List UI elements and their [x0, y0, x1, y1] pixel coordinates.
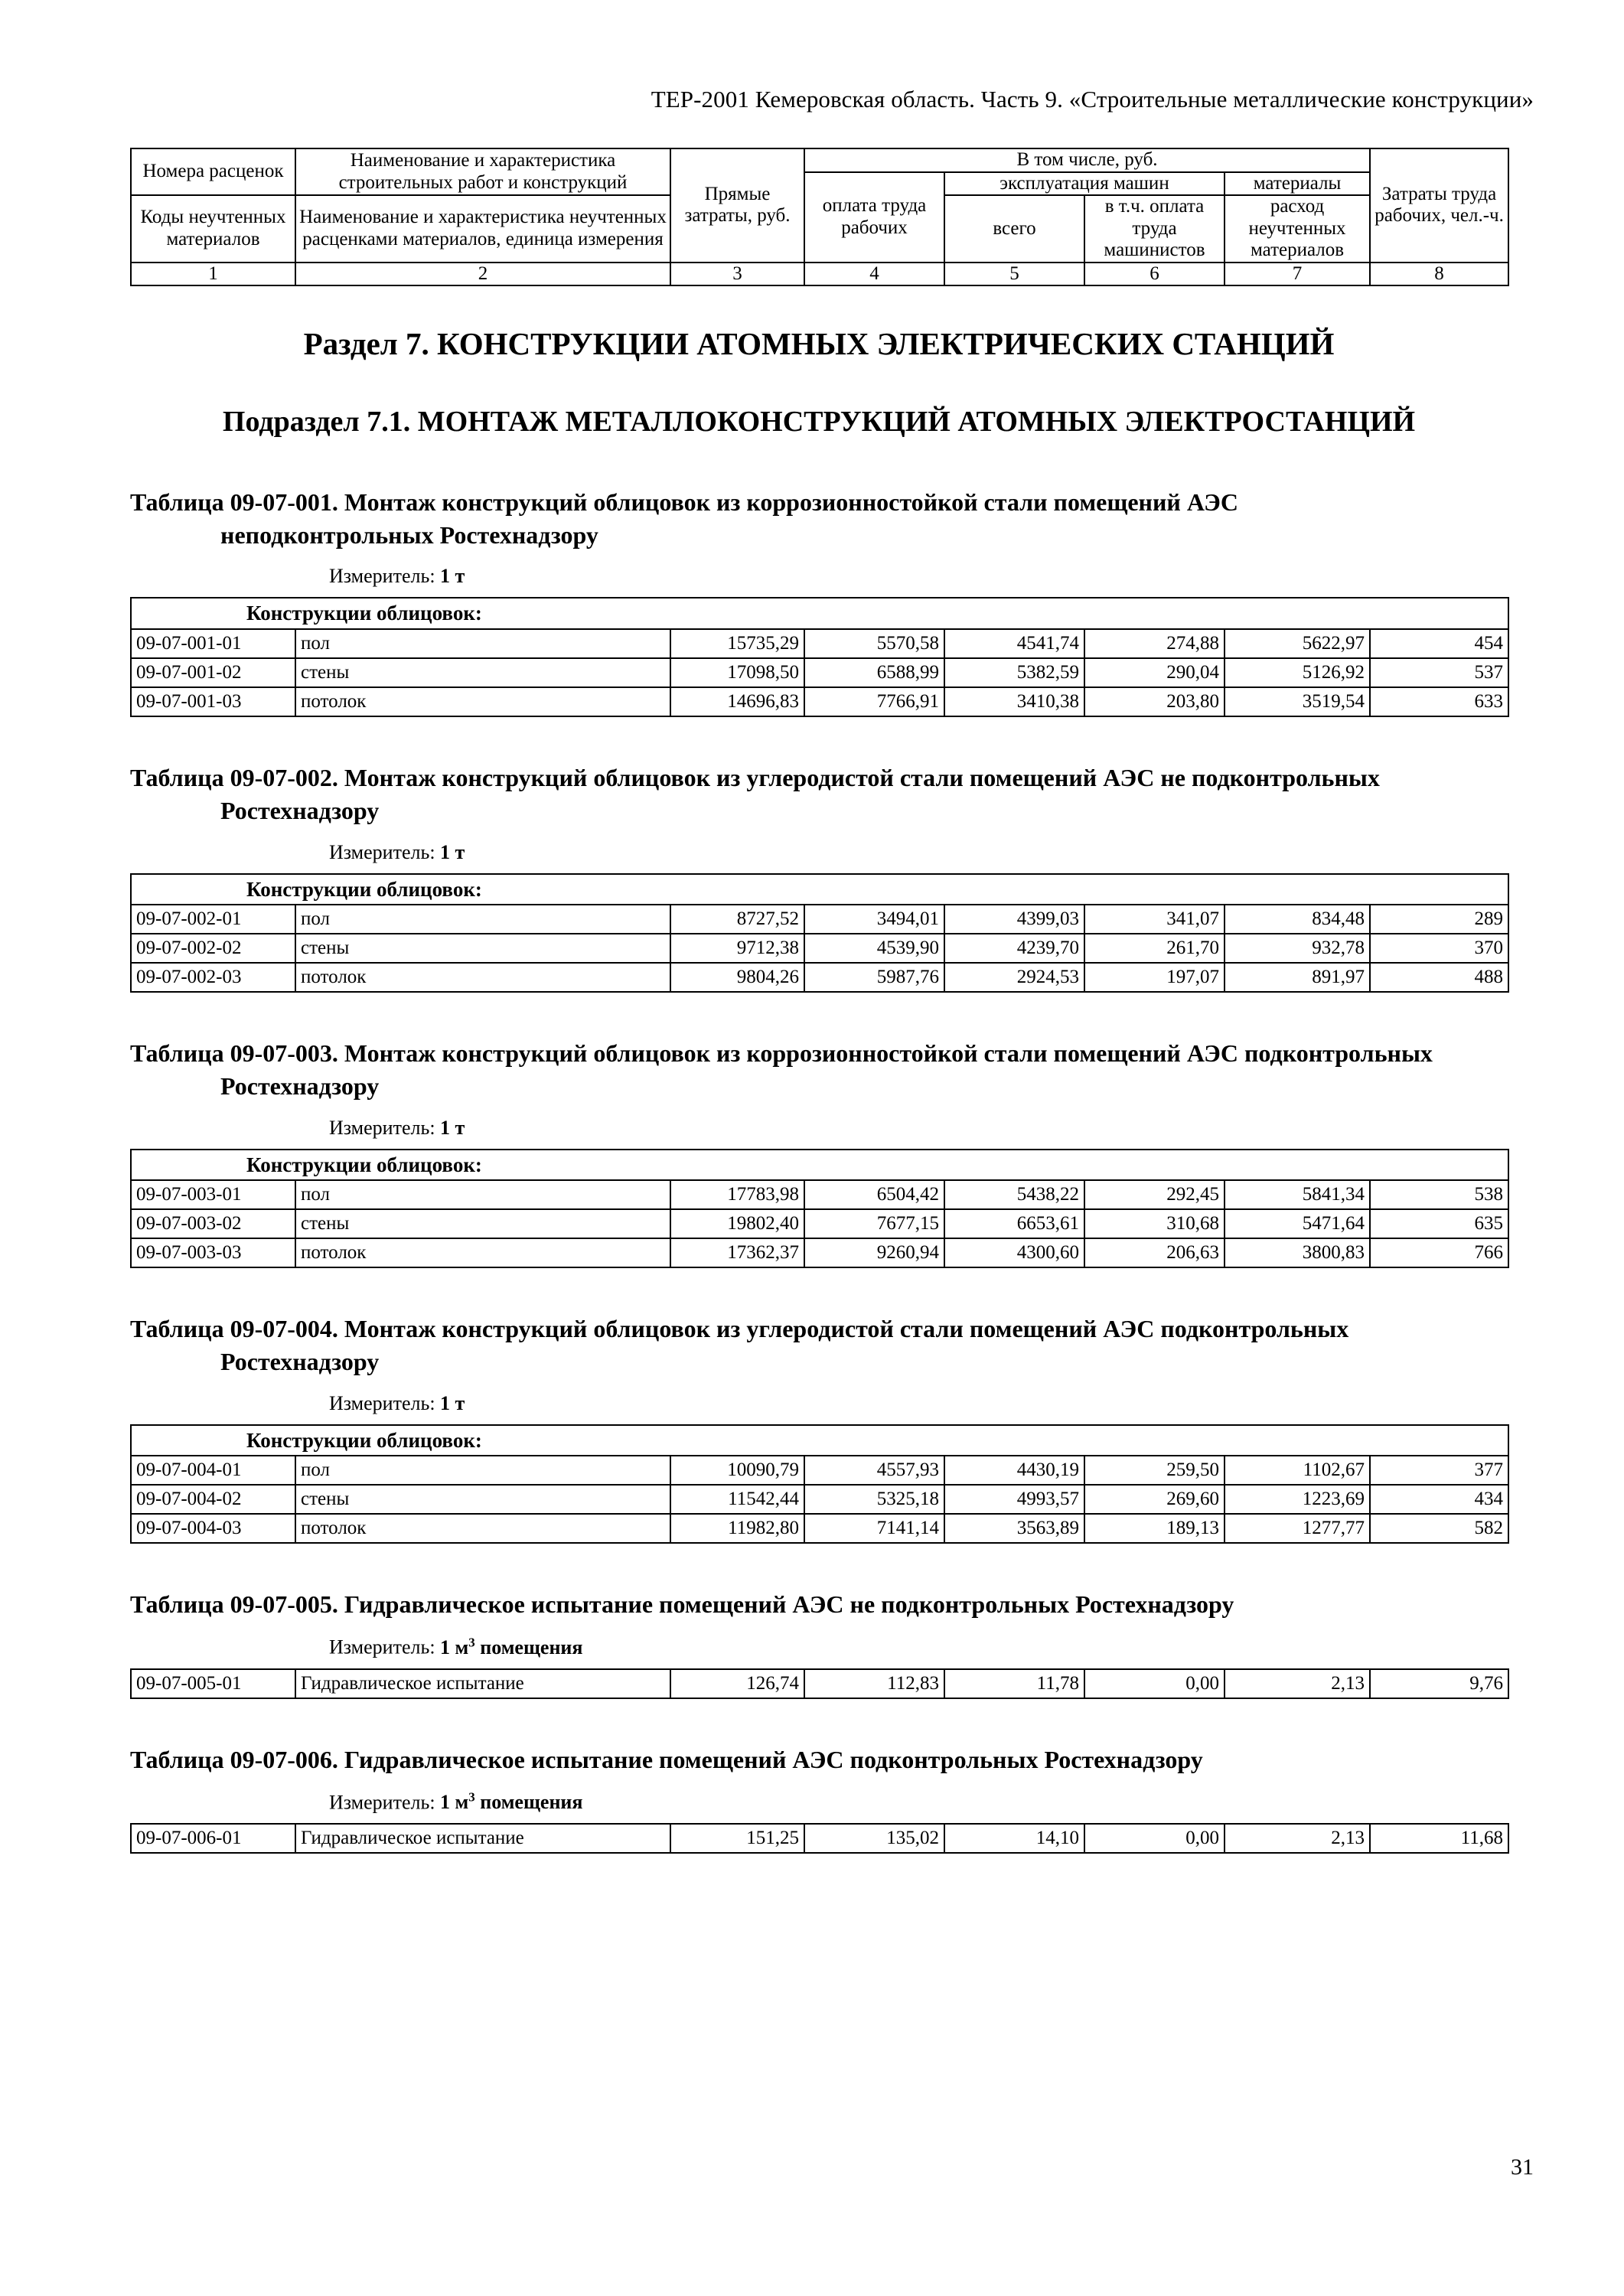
- header-col1-top: Номера расценок: [131, 148, 295, 195]
- rate-table-title: Таблица 09-07-001. Монтаж конструкций облицовок из коррозионностойкой стали помещений АЭС неподконтрольных Ростехнадзору: [130, 488, 1238, 549]
- labor-hours-cell: 635: [1370, 1209, 1508, 1238]
- rate-code-cell: 09-07-004-02: [131, 1485, 295, 1514]
- labor-hours-cell: 538: [1370, 1180, 1508, 1209]
- machinist-pay-cell: 292,45: [1084, 1180, 1225, 1209]
- rate-table: [130, 873, 1509, 993]
- rate-code-cell: 09-07-002-01: [131, 905, 295, 934]
- labor-hours-cell: 370: [1370, 934, 1508, 963]
- measure-line: [329, 841, 1508, 864]
- rate-table: [130, 1823, 1509, 1854]
- group-header-label: Конструкции облицовок:: [131, 598, 1508, 628]
- materials-cell: 1102,67: [1225, 1456, 1370, 1485]
- rate-code-cell: 09-07-004-01: [131, 1456, 295, 1485]
- measure-value: 1 т: [440, 565, 465, 588]
- header-col1-bottom: Коды неучтенных материалов: [131, 195, 295, 263]
- header-col2-bottom: Наименование и характеристика неучтенных расценками материалов, единица измерения: [295, 195, 670, 263]
- measure-label: Измеритель:: [329, 1791, 435, 1814]
- rate-code-cell: 09-07-003-01: [131, 1180, 295, 1209]
- rate-name-cell: стены: [295, 658, 670, 687]
- materials-cell: 5622,97: [1225, 629, 1370, 658]
- rate-name-cell: стены: [295, 1209, 670, 1238]
- labor-pay-cell: 135,02: [804, 1824, 944, 1853]
- measure-line: [329, 565, 1508, 588]
- rate-code-cell: 09-07-004-03: [131, 1514, 295, 1543]
- machines-total-cell: 3563,89: [944, 1514, 1084, 1543]
- table-row: [131, 1238, 1508, 1267]
- header-group-machines: эксплуатация машин: [944, 172, 1225, 196]
- machines-total-cell: 2924,53: [944, 963, 1084, 992]
- materials-cell: 1277,77: [1225, 1514, 1370, 1543]
- header-col2-top: Наименование и характеристика строительных работ и конструкций: [295, 148, 670, 195]
- direct-cost-cell: 11982,80: [670, 1514, 804, 1543]
- group-header-label: Конструкции облицовок:: [131, 874, 1508, 905]
- table-row: [131, 1180, 1508, 1209]
- labor-pay-cell: 5987,76: [804, 963, 944, 992]
- rate-name-cell: потолок: [295, 687, 670, 716]
- group-header-row: [131, 874, 1508, 905]
- labor-hours-cell: 537: [1370, 658, 1508, 687]
- colnum-8: 8: [1370, 263, 1508, 286]
- rate-code-cell: 09-07-006-01: [131, 1824, 295, 1853]
- rate-table: [130, 1668, 1509, 1699]
- labor-pay-cell: 4539,90: [804, 934, 944, 963]
- machines-total-cell: 14,10: [944, 1824, 1084, 1853]
- measure-line: [329, 1790, 1508, 1815]
- machines-total-cell: 4239,70: [944, 934, 1084, 963]
- table-row: [131, 1514, 1508, 1543]
- colnum-7: 7: [1225, 263, 1370, 286]
- rate-table-title: Таблица 09-07-002. Монтаж конструкций облицовок из углеродистой стали помещений АЭС не подконтрольных Ростехнадзору: [130, 763, 1380, 824]
- labor-hours-cell: 377: [1370, 1456, 1508, 1485]
- materials-cell: 932,78: [1225, 934, 1370, 963]
- subsection-title: Подраздел 7.1. МОНТАЖ МЕТАЛЛОКОНСТРУКЦИЙ АТОМНЫХ ЭЛЕКТРОСТАНЦИЙ: [222, 406, 1416, 439]
- page-header: ТЕР-2001 Кемеровская область. Часть 9. «Строительные металлические конструкции»: [651, 86, 1534, 113]
- labor-pay-cell: 7766,91: [804, 687, 944, 716]
- page-number: 31: [1511, 2154, 1534, 2180]
- direct-cost-cell: 15735,29: [670, 629, 804, 658]
- machines-total-cell: 11,78: [944, 1669, 1084, 1698]
- rate-name-cell: Гидравлическое испытание: [295, 1669, 670, 1698]
- machines-total-cell: 4430,19: [944, 1456, 1084, 1485]
- header-col4: оплата труда рабочих: [804, 172, 944, 263]
- direct-cost-cell: 17098,50: [670, 658, 804, 687]
- table-row: [131, 1209, 1508, 1238]
- labor-pay-cell: 7141,14: [804, 1514, 944, 1543]
- materials-cell: 834,48: [1225, 905, 1370, 934]
- table-row: [131, 963, 1508, 992]
- colnum-2: 2: [295, 263, 670, 286]
- header-col8: Затраты труда рабочих, чел.-ч.: [1370, 148, 1508, 263]
- rate-code-cell: 09-07-003-02: [131, 1209, 295, 1238]
- direct-cost-cell: 19802,40: [670, 1209, 804, 1238]
- table-row: [131, 1485, 1508, 1514]
- labor-hours-cell: 289: [1370, 905, 1508, 934]
- labor-pay-cell: 7677,15: [804, 1209, 944, 1238]
- table-row: [131, 629, 1508, 658]
- rate-table-block: [130, 486, 1508, 717]
- rate-code-cell: 09-07-001-01: [131, 629, 295, 658]
- machinist-pay-cell: 290,04: [1084, 658, 1225, 687]
- labor-hours-cell: 633: [1370, 687, 1508, 716]
- rate-name-cell: Гидравлическое испытание: [295, 1824, 670, 1853]
- direct-cost-cell: 11542,44: [670, 1485, 804, 1514]
- materials-cell: 3519,54: [1225, 687, 1370, 716]
- machinist-pay-cell: 0,00: [1084, 1669, 1225, 1698]
- labor-pay-cell: 5570,58: [804, 629, 944, 658]
- machinist-pay-cell: 197,07: [1084, 963, 1225, 992]
- table-row: [131, 658, 1508, 687]
- table-row: [131, 1824, 1508, 1853]
- rate-name-cell: стены: [295, 1485, 670, 1514]
- materials-cell: 891,97: [1225, 963, 1370, 992]
- column-numbers-row: [131, 263, 1508, 286]
- table-row: [131, 687, 1508, 716]
- direct-cost-cell: 10090,79: [670, 1456, 804, 1485]
- machines-total-cell: 4993,57: [944, 1485, 1084, 1514]
- labor-hours-cell: 454: [1370, 629, 1508, 658]
- group-header-row: [131, 1425, 1508, 1456]
- table-row: [131, 1456, 1508, 1485]
- materials-cell: 5471,64: [1225, 1209, 1370, 1238]
- measure-label: Измеритель:: [329, 840, 435, 863]
- machinist-pay-cell: 341,07: [1084, 905, 1225, 934]
- direct-cost-cell: 8727,52: [670, 905, 804, 934]
- measure-value: 1 $м^3$ помещения: [440, 1789, 583, 1814]
- measure-value: 1 $м^3$ помещения: [440, 1635, 583, 1658]
- rate-table-block: [130, 1313, 1508, 1544]
- materials-cell: 2,13: [1225, 1824, 1370, 1853]
- rate-name-cell: пол: [295, 905, 670, 934]
- machines-total-cell: 4399,03: [944, 905, 1084, 934]
- measure-label: Измеритель:: [329, 1391, 435, 1414]
- document-content: [130, 148, 1508, 1854]
- section-title: Раздел 7. КОНСТРУКЦИИ АТОМНЫХ ЭЛЕКТРИЧЕСКИХ СТАНЦИЙ: [303, 326, 1335, 361]
- labor-pay-cell: 6504,42: [804, 1180, 944, 1209]
- machinist-pay-cell: 310,68: [1084, 1209, 1225, 1238]
- header-col3: Прямые затраты, руб.: [670, 148, 804, 263]
- machinist-pay-cell: 269,60: [1084, 1485, 1225, 1514]
- measure-label: Измеритель:: [329, 1116, 435, 1139]
- rate-code-cell: 09-07-002-02: [131, 934, 295, 963]
- direct-cost-cell: 126,74: [670, 1669, 804, 1698]
- machinist-pay-cell: 206,63: [1084, 1238, 1225, 1267]
- direct-cost-cell: 17362,37: [670, 1238, 804, 1267]
- group-header-row: [131, 1150, 1508, 1180]
- machines-total-cell: 5438,22: [944, 1180, 1084, 1209]
- measure-line: [329, 1117, 1508, 1140]
- colnum-5: 5: [944, 263, 1084, 286]
- machinist-pay-cell: 0,00: [1084, 1824, 1225, 1853]
- group-header-label: Конструкции облицовок:: [131, 1150, 1508, 1180]
- table-row: [131, 934, 1508, 963]
- header-col7: расход неучтенных материалов: [1225, 195, 1370, 263]
- measure-value: 1 т: [440, 1116, 465, 1139]
- colnum-4: 4: [804, 263, 944, 286]
- machines-total-cell: 4300,60: [944, 1238, 1084, 1267]
- machinist-pay-cell: 261,70: [1084, 934, 1225, 963]
- colnum-3: 3: [670, 263, 804, 286]
- machinist-pay-cell: 203,80: [1084, 687, 1225, 716]
- direct-cost-cell: 17783,98: [670, 1180, 804, 1209]
- labor-hours-cell: 434: [1370, 1485, 1508, 1514]
- machinist-pay-cell: 259,50: [1084, 1456, 1225, 1485]
- table-row: [131, 1669, 1508, 1698]
- rate-name-cell: стены: [295, 934, 670, 963]
- header-group-vtomchisle: В том числе, руб.: [804, 148, 1370, 172]
- direct-cost-cell: 14696,83: [670, 687, 804, 716]
- group-header-label: Конструкции облицовок:: [131, 1425, 1508, 1456]
- rate-table-title: Таблица 09-07-004. Монтаж конструкций облицовок из углеродистой стали помещений АЭС подконтрольных Ростехнадзору: [130, 1315, 1349, 1375]
- header-col5: всего: [944, 195, 1084, 263]
- labor-pay-cell: 6588,99: [804, 658, 944, 687]
- labor-pay-cell: 5325,18: [804, 1485, 944, 1514]
- materials-cell: 1223,69: [1225, 1485, 1370, 1514]
- labor-pay-cell: 4557,93: [804, 1456, 944, 1485]
- rate-name-cell: потолок: [295, 1514, 670, 1543]
- machines-total-cell: 4541,74: [944, 629, 1084, 658]
- rate-code-cell: 09-07-001-03: [131, 687, 295, 716]
- rate-code-cell: 09-07-001-02: [131, 658, 295, 687]
- rate-table-block: [130, 1588, 1508, 1699]
- labor-pay-cell: 3494,01: [804, 905, 944, 934]
- group-header-row: [131, 598, 1508, 628]
- machines-total-cell: 6653,61: [944, 1209, 1084, 1238]
- rate-name-cell: пол: [295, 1180, 670, 1209]
- rate-table-block: [130, 762, 1508, 993]
- column-header-table: [130, 148, 1509, 286]
- direct-cost-cell: 9804,26: [670, 963, 804, 992]
- materials-cell: 5841,34: [1225, 1180, 1370, 1209]
- header-col6: в т.ч. оплата труда машинистов: [1084, 195, 1225, 263]
- machines-total-cell: 3410,38: [944, 687, 1084, 716]
- measure-value: 1 т: [440, 1391, 465, 1414]
- rate-code-cell: 09-07-003-03: [131, 1238, 295, 1267]
- rate-name-cell: пол: [295, 629, 670, 658]
- labor-hours-cell: 488: [1370, 963, 1508, 992]
- rate-table-block: [130, 1743, 1508, 1854]
- colnum-6: 6: [1084, 263, 1225, 286]
- measure-label: Измеритель:: [329, 565, 435, 588]
- labor-hours-cell: 11,68: [1370, 1824, 1508, 1853]
- rate-table: [130, 1149, 1509, 1268]
- labor-hours-cell: 582: [1370, 1514, 1508, 1543]
- materials-cell: 3800,83: [1225, 1238, 1370, 1267]
- header-group-materials: материалы: [1225, 172, 1370, 196]
- materials-cell: 2,13: [1225, 1669, 1370, 1698]
- machinist-pay-cell: 189,13: [1084, 1514, 1225, 1543]
- measure-line: [329, 1392, 1508, 1415]
- rate-table: [130, 1424, 1509, 1544]
- measure-label: Измеритель:: [329, 1636, 435, 1658]
- rate-code-cell: 09-07-002-03: [131, 963, 295, 992]
- rate-table: [130, 597, 1509, 716]
- labor-hours-cell: 9,76: [1370, 1669, 1508, 1698]
- labor-hours-cell: 766: [1370, 1238, 1508, 1267]
- measure-line: [329, 1635, 1508, 1659]
- colnum-1: 1: [131, 263, 295, 286]
- labor-pay-cell: 112,83: [804, 1669, 944, 1698]
- direct-cost-cell: 9712,38: [670, 934, 804, 963]
- rate-table-block: [130, 1037, 1508, 1268]
- rate-table-title: Таблица 09-07-006. Гидравлическое испытание помещений АЭС подконтрольных Ростехнадзору: [130, 1745, 1203, 1773]
- rate-name-cell: потолок: [295, 1238, 670, 1267]
- rate-name-cell: пол: [295, 1456, 670, 1485]
- rate-table-title: Таблица 09-07-005. Гидравлическое испытание помещений АЭС не подконтрольных Ростехнадзору: [130, 1590, 1234, 1619]
- machines-total-cell: 5382,59: [944, 658, 1084, 687]
- direct-cost-cell: 151,25: [670, 1824, 804, 1853]
- rate-table-title: Таблица 09-07-003. Монтаж конструкций облицовок из коррозионностойкой стали помещений АЭС подконтрольных Ростехнадзору: [130, 1039, 1433, 1100]
- rate-code-cell: 09-07-005-01: [131, 1669, 295, 1698]
- machinist-pay-cell: 274,88: [1084, 629, 1225, 658]
- materials-cell: 5126,92: [1225, 658, 1370, 687]
- tables-host: [130, 486, 1508, 1854]
- measure-value: 1 т: [440, 840, 465, 863]
- labor-pay-cell: 9260,94: [804, 1238, 944, 1267]
- table-row: [131, 905, 1508, 934]
- rate-name-cell: потолок: [295, 963, 670, 992]
